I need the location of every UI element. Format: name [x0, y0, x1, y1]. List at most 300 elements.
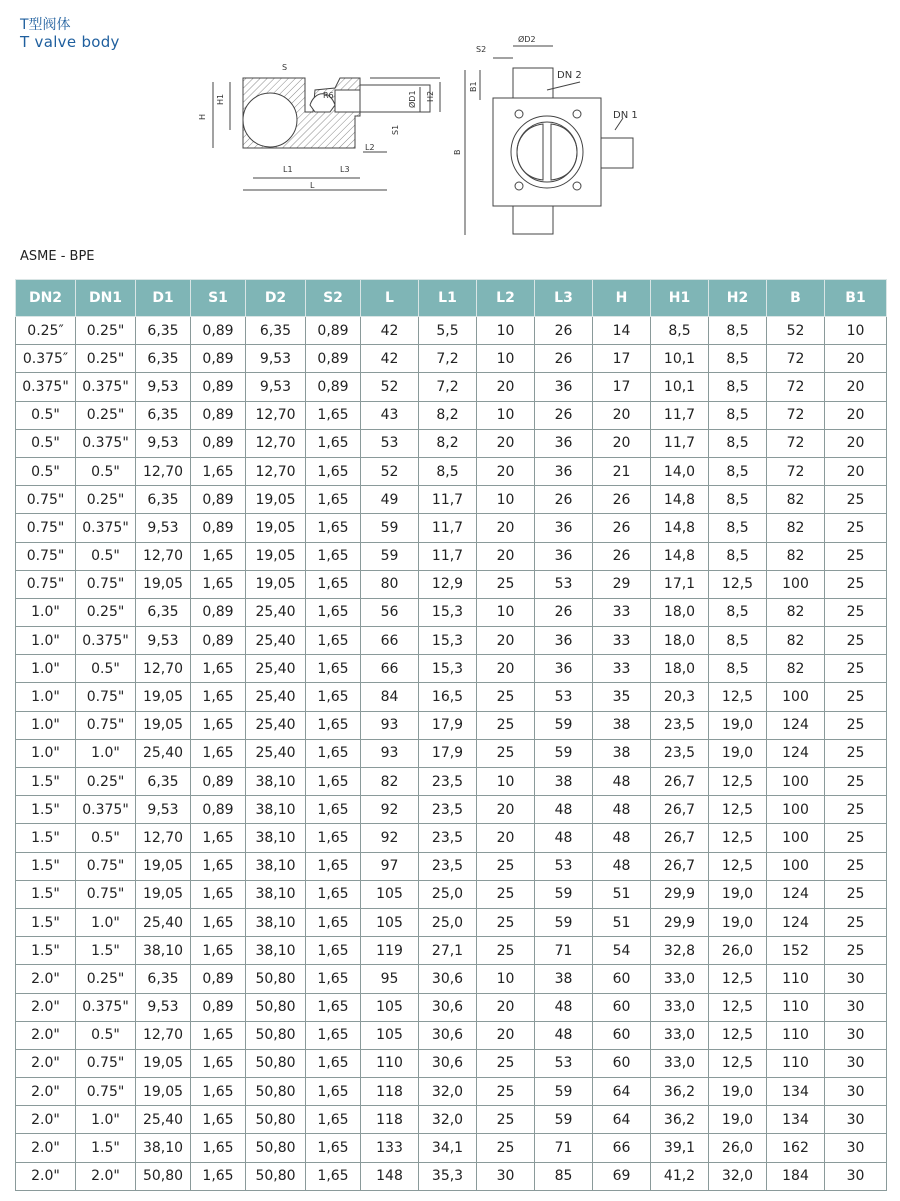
table-cell: 60	[593, 1049, 651, 1077]
table-cell: 42	[361, 317, 419, 345]
table-cell: 10,1	[651, 345, 709, 373]
table-cell: 12,70	[136, 824, 191, 852]
column-header-h: H	[593, 280, 651, 317]
table-cell: 36	[535, 429, 593, 457]
table-row	[16, 317, 887, 345]
table-cell: 59	[535, 1078, 593, 1106]
table-cell: 25	[477, 1106, 535, 1134]
table-cell: 6,35	[136, 486, 191, 514]
table-cell: 59	[361, 542, 419, 570]
table-cell: 124	[767, 908, 825, 936]
table-cell: 1.5"	[16, 796, 76, 824]
table-cell: 23,5	[419, 824, 477, 852]
table-cell: 18,0	[651, 598, 709, 626]
table-cell: 26,0	[709, 937, 767, 965]
table-cell: 0.375"	[76, 373, 136, 401]
table-cell: 60	[593, 965, 651, 993]
table-cell: 82	[361, 768, 419, 796]
table-cell: 0.75"	[16, 570, 76, 598]
table-cell: 12,5	[709, 1021, 767, 1049]
table-cell: 20	[477, 993, 535, 1021]
table-cell: 25	[825, 937, 887, 965]
table-row	[16, 1162, 887, 1190]
table-cell: 25	[825, 514, 887, 542]
table-cell: 23,5	[651, 711, 709, 739]
table-cell: 1,65	[306, 683, 361, 711]
table-cell: 2.0"	[16, 965, 76, 993]
table-cell: 0.25"	[76, 598, 136, 626]
table-row	[16, 937, 887, 965]
table-cell: 152	[767, 937, 825, 965]
table-cell: 1.0"	[16, 598, 76, 626]
table-cell: 1,65	[191, 1134, 246, 1162]
table-cell: 66	[361, 627, 419, 655]
table-cell: 20	[477, 1021, 535, 1049]
table-cell: 20	[825, 457, 887, 485]
table-row	[16, 739, 887, 767]
table-row	[16, 768, 887, 796]
table-cell: 0.25"	[76, 317, 136, 345]
table-cell: 38,10	[246, 937, 306, 965]
table-cell: 8,5	[419, 457, 477, 485]
table-cell: 82	[767, 514, 825, 542]
table-cell: 1,65	[306, 965, 361, 993]
dimension-table	[15, 279, 887, 1191]
table-cell: 1,65	[191, 1049, 246, 1077]
table-cell: 26	[535, 486, 593, 514]
table-cell: 17,9	[419, 711, 477, 739]
table-cell: 0,89	[191, 401, 246, 429]
table-cell: 8,5	[709, 457, 767, 485]
table-cell: 19,0	[709, 739, 767, 767]
table-cell: 1,65	[306, 542, 361, 570]
table-cell: 15,3	[419, 598, 477, 626]
table-cell: 20	[825, 373, 887, 401]
label-s2: S2	[476, 45, 487, 54]
table-cell: 82	[767, 655, 825, 683]
table-cell: 8,5	[709, 373, 767, 401]
table-cell: 20	[477, 373, 535, 401]
table-cell: 36	[535, 457, 593, 485]
table-cell: 48	[535, 796, 593, 824]
table-cell: 8,5	[709, 317, 767, 345]
table-cell: 69	[593, 1162, 651, 1190]
table-cell: 12,5	[709, 768, 767, 796]
label-dn1: DN 1	[613, 110, 638, 121]
table-cell: 1,65	[306, 1162, 361, 1190]
table-cell: 0,89	[191, 317, 246, 345]
table-cell: 33	[593, 627, 651, 655]
table-cell: 25	[477, 739, 535, 767]
table-cell: 97	[361, 852, 419, 880]
column-header-s2: S2	[306, 280, 361, 317]
table-cell: 72	[767, 457, 825, 485]
table-cell: 20	[477, 429, 535, 457]
table-cell: 8,5	[709, 542, 767, 570]
table-cell: 6,35	[136, 401, 191, 429]
table-cell: 11,7	[651, 401, 709, 429]
table-cell: 23,5	[419, 852, 477, 880]
table-cell: 1,65	[306, 796, 361, 824]
table-cell: 26	[593, 514, 651, 542]
table-cell: 17,9	[419, 739, 477, 767]
table-cell: 100	[767, 796, 825, 824]
table-row	[16, 824, 887, 852]
table-cell: 2.0"	[16, 993, 76, 1021]
table-cell: 25	[477, 852, 535, 880]
label-b1: B1	[469, 81, 478, 92]
table-cell: 11,7	[419, 542, 477, 570]
table-cell: 25	[825, 768, 887, 796]
column-header-l2: L2	[477, 280, 535, 317]
table-cell: 1.5"	[16, 768, 76, 796]
table-cell: 0.5"	[16, 429, 76, 457]
table-cell: 0,89	[191, 768, 246, 796]
label-dn2: DN 2	[557, 70, 582, 81]
table-cell: 12,5	[709, 993, 767, 1021]
table-cell: 19,0	[709, 711, 767, 739]
table-cell: 53	[535, 683, 593, 711]
table-cell: 1,65	[191, 457, 246, 485]
table-cell: 53	[535, 570, 593, 598]
table-cell: 59	[535, 1106, 593, 1134]
table-cell: 12,70	[136, 1021, 191, 1049]
table-cell: 33,0	[651, 993, 709, 1021]
table-cell: 6,35	[136, 768, 191, 796]
table-row	[16, 429, 887, 457]
table-cell: 9,53	[246, 345, 306, 373]
label-s1: S1	[391, 124, 400, 135]
table-cell: 10	[477, 345, 535, 373]
table-cell: 1,65	[306, 429, 361, 457]
table-cell: 59	[535, 739, 593, 767]
table-row	[16, 1049, 887, 1077]
table-cell: 29,9	[651, 880, 709, 908]
table-cell: 15,3	[419, 655, 477, 683]
table-cell: 110	[767, 1049, 825, 1077]
table-cell: 30	[477, 1162, 535, 1190]
table-cell: 7,2	[419, 373, 477, 401]
table-cell: 30,6	[419, 1049, 477, 1077]
table-cell: 51	[593, 880, 651, 908]
table-cell: 8,2	[419, 401, 477, 429]
table-row	[16, 486, 887, 514]
table-row	[16, 880, 887, 908]
table-cell: 12,5	[709, 965, 767, 993]
table-cell: 48	[535, 824, 593, 852]
table-cell: 20	[825, 401, 887, 429]
table-cell: 72	[767, 429, 825, 457]
table-cell: 1.5"	[16, 880, 76, 908]
table-cell: 25	[477, 908, 535, 936]
table-cell: 9,53	[136, 429, 191, 457]
table-cell: 25	[825, 627, 887, 655]
table-cell: 0.75"	[76, 570, 136, 598]
table-row	[16, 401, 887, 429]
table-cell: 25	[477, 711, 535, 739]
table-cell: 50,80	[246, 1021, 306, 1049]
table-cell: 15,3	[419, 627, 477, 655]
table-cell: 53	[535, 1049, 593, 1077]
table-cell: 10	[477, 317, 535, 345]
table-cell: 0.25"	[76, 486, 136, 514]
table-cell: 1.0"	[76, 739, 136, 767]
table-cell: 32,0	[419, 1106, 477, 1134]
table-cell: 0.25″	[16, 317, 76, 345]
table-cell: 1,65	[306, 598, 361, 626]
table-cell: 1,65	[191, 1162, 246, 1190]
table-cell: 1,65	[306, 514, 361, 542]
table-cell: 1,65	[191, 1021, 246, 1049]
table-cell: 26	[593, 542, 651, 570]
table-cell: 84	[361, 683, 419, 711]
table-cell: 0.375"	[76, 429, 136, 457]
table-cell: 14,8	[651, 542, 709, 570]
table-cell: 52	[361, 457, 419, 485]
table-cell: 32,8	[651, 937, 709, 965]
table-cell: 16,5	[419, 683, 477, 711]
table-cell: 38,10	[246, 880, 306, 908]
table-cell: 19,05	[246, 486, 306, 514]
technical-drawing	[195, 30, 675, 245]
table-cell: 50,80	[136, 1162, 191, 1190]
table-cell: 0.75"	[76, 1049, 136, 1077]
table-cell: 162	[767, 1134, 825, 1162]
table-row	[16, 1106, 887, 1134]
table-cell: 100	[767, 852, 825, 880]
table-cell: 12,70	[136, 457, 191, 485]
title-english: T valve body	[20, 33, 120, 51]
label-l: L	[310, 181, 315, 190]
table-cell: 26	[535, 345, 593, 373]
table-cell: 38,10	[136, 937, 191, 965]
table-cell: 25,40	[246, 598, 306, 626]
table-cell: 124	[767, 711, 825, 739]
table-cell: 19,0	[709, 880, 767, 908]
table-cell: 25	[825, 824, 887, 852]
title-chinese: T型阀体	[20, 17, 71, 33]
label-l2: L2	[365, 143, 375, 152]
table-cell: 20	[477, 824, 535, 852]
table-cell: 8,5	[709, 627, 767, 655]
table-cell: 0.375"	[76, 627, 136, 655]
table-cell: 12,5	[709, 1049, 767, 1077]
table-cell: 12,9	[419, 570, 477, 598]
table-cell: 95	[361, 965, 419, 993]
table-cell: 6,35	[136, 598, 191, 626]
table-cell: 30	[825, 1134, 887, 1162]
table-cell: 0.75"	[76, 852, 136, 880]
table-cell: 52	[767, 317, 825, 345]
table-cell: 2.0"	[16, 1106, 76, 1134]
table-cell: 38,10	[136, 1134, 191, 1162]
table-cell: 100	[767, 570, 825, 598]
table-cell: 1.0"	[76, 908, 136, 936]
table-cell: 38,10	[246, 796, 306, 824]
table-cell: 30	[825, 1021, 887, 1049]
table-row	[16, 627, 887, 655]
table-cell: 0.75"	[16, 486, 76, 514]
table-cell: 59	[361, 514, 419, 542]
table-cell: 25	[477, 1078, 535, 1106]
table-cell: 118	[361, 1078, 419, 1106]
table-cell: 105	[361, 880, 419, 908]
table-cell: 30,6	[419, 1021, 477, 1049]
table-cell: 0,89	[191, 486, 246, 514]
table-cell: 8,5	[709, 486, 767, 514]
table-cell: 119	[361, 937, 419, 965]
table-cell: 12,5	[709, 570, 767, 598]
table-cell: 0,89	[306, 345, 361, 373]
table-cell: 53	[535, 852, 593, 880]
table-cell: 0.375"	[76, 993, 136, 1021]
table-cell: 51	[593, 908, 651, 936]
table-cell: 0,89	[191, 429, 246, 457]
table-row	[16, 457, 887, 485]
table-cell: 38,10	[246, 824, 306, 852]
table-cell: 19,05	[246, 514, 306, 542]
table-cell: 25	[825, 683, 887, 711]
table-cell: 82	[767, 598, 825, 626]
table-cell: 0.25"	[76, 345, 136, 373]
table-cell: 85	[535, 1162, 593, 1190]
table-cell: 1.0"	[16, 711, 76, 739]
table-cell: 1,65	[306, 486, 361, 514]
table-cell: 0.75"	[16, 514, 76, 542]
table-cell: 25,40	[246, 627, 306, 655]
table-cell: 9,53	[246, 373, 306, 401]
label-b: B	[453, 149, 462, 155]
table-body	[16, 317, 887, 1191]
table-cell: 1,65	[191, 880, 246, 908]
table-row	[16, 570, 887, 598]
table-cell: 60	[593, 1021, 651, 1049]
table-cell: 50,80	[246, 1106, 306, 1134]
table-cell: 0.5"	[16, 401, 76, 429]
label-h1: H1	[216, 93, 225, 105]
table-row	[16, 1134, 887, 1162]
table-row	[16, 796, 887, 824]
table-cell: 12,70	[136, 542, 191, 570]
table-row	[16, 1078, 887, 1106]
label-l3: L3	[340, 165, 350, 174]
table-row	[16, 345, 887, 373]
table-cell: 60	[593, 993, 651, 1021]
table-cell: 1,65	[191, 683, 246, 711]
table-cell: 105	[361, 993, 419, 1021]
table-cell: 35,3	[419, 1162, 477, 1190]
table-cell: 2.0"	[16, 1162, 76, 1190]
column-header-d2: D2	[246, 280, 306, 317]
table-cell: 0,89	[191, 514, 246, 542]
table-cell: 10	[477, 486, 535, 514]
table-cell: 0.75"	[76, 683, 136, 711]
table-cell: 8,5	[709, 514, 767, 542]
table-cell: 1.0"	[16, 627, 76, 655]
table-cell: 1,65	[306, 739, 361, 767]
table-cell: 36	[535, 514, 593, 542]
table-cell: 14,8	[651, 486, 709, 514]
column-header-s1: S1	[191, 280, 246, 317]
table-cell: 30	[825, 1162, 887, 1190]
table-cell: 25	[477, 1049, 535, 1077]
table-cell: 59	[535, 908, 593, 936]
table-cell: 1,65	[306, 768, 361, 796]
table-cell: 25	[825, 655, 887, 683]
table-cell: 43	[361, 401, 419, 429]
table-row	[16, 852, 887, 880]
table-cell: 38,10	[246, 908, 306, 936]
table-cell: 5,5	[419, 317, 477, 345]
table-cell: 33,0	[651, 1049, 709, 1077]
table-cell: 1,65	[191, 852, 246, 880]
table-cell: 1.0"	[16, 683, 76, 711]
table-cell: 1,65	[306, 1134, 361, 1162]
table-cell: 19,05	[136, 880, 191, 908]
table-cell: 23,5	[419, 768, 477, 796]
table-cell: 1,65	[306, 457, 361, 485]
table-cell: 6,35	[136, 317, 191, 345]
column-header-l: L	[361, 280, 419, 317]
table-cell: 6,35	[136, 965, 191, 993]
table-cell: 0.25"	[76, 768, 136, 796]
table-cell: 12,70	[246, 429, 306, 457]
table-cell: 110	[767, 965, 825, 993]
table-header-row	[16, 280, 887, 317]
table-cell: 17	[593, 373, 651, 401]
table-cell: 10	[825, 317, 887, 345]
table-row	[16, 965, 887, 993]
table-cell: 19,05	[136, 570, 191, 598]
table-cell: 0.375"	[16, 373, 76, 401]
table-cell: 12,5	[709, 824, 767, 852]
table-cell: 19,05	[246, 570, 306, 598]
table-cell: 12,5	[709, 796, 767, 824]
table-cell: 1,65	[191, 1078, 246, 1106]
table-cell: 38,10	[246, 768, 306, 796]
table-cell: 19,05	[136, 852, 191, 880]
table-cell: 1,65	[306, 1106, 361, 1134]
table-cell: 0,89	[191, 598, 246, 626]
table-cell: 36	[535, 542, 593, 570]
table-cell: 148	[361, 1162, 419, 1190]
table-cell: 20	[825, 429, 887, 457]
table-cell: 100	[767, 768, 825, 796]
table-cell: 25	[477, 683, 535, 711]
table-cell: 25,40	[136, 908, 191, 936]
table-cell: 0,89	[191, 796, 246, 824]
table-cell: 0,89	[191, 373, 246, 401]
table-cell: 9,53	[136, 627, 191, 655]
table-row	[16, 1021, 887, 1049]
table-cell: 25,40	[136, 739, 191, 767]
table-cell: 20	[477, 542, 535, 570]
table-cell: 82	[767, 627, 825, 655]
table-cell: 0,89	[191, 965, 246, 993]
table-cell: 2.0"	[16, 1049, 76, 1077]
table-cell: 0,89	[191, 993, 246, 1021]
table-cell: 12,70	[246, 457, 306, 485]
table-cell: 25	[477, 880, 535, 908]
table-cell: 14	[593, 317, 651, 345]
table-cell: 32,0	[709, 1162, 767, 1190]
table-cell: 72	[767, 345, 825, 373]
table-cell: 19,0	[709, 908, 767, 936]
table-cell: 1.5"	[16, 908, 76, 936]
table-cell: 124	[767, 739, 825, 767]
table-cell: 1,65	[306, 880, 361, 908]
column-header-b1: B1	[825, 280, 887, 317]
